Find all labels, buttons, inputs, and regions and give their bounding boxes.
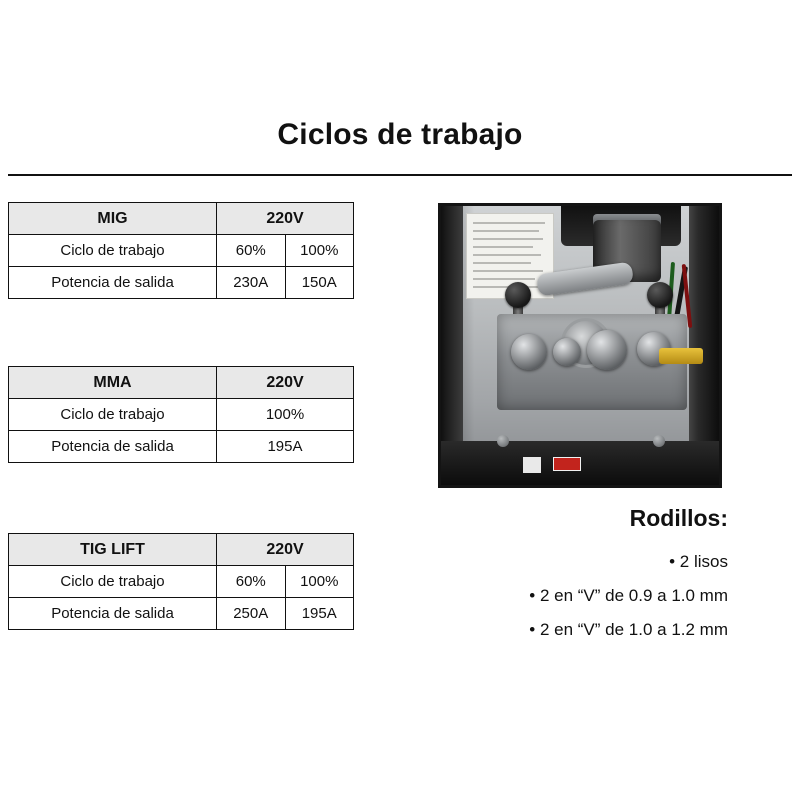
- table-header-mode: TIG LIFT: [9, 534, 217, 566]
- row-value: 100%: [285, 235, 354, 267]
- photo-screw: [653, 435, 665, 447]
- rodillos-heading: Rodillos:: [629, 505, 728, 531]
- row-value: 100%: [285, 566, 354, 598]
- row-value: 60%: [217, 235, 286, 267]
- table-row: [9, 598, 354, 630]
- row-value: 195A: [285, 598, 354, 630]
- photo-roller: [511, 334, 547, 370]
- list-item: • 2 en “V” de 0.9 a 1.0 mm: [529, 586, 728, 605]
- row-label: Ciclo de trabajo: [9, 235, 217, 267]
- row-value: 100%: [217, 399, 354, 431]
- table-row: [9, 203, 354, 235]
- row-label: Potencia de salida: [9, 431, 217, 463]
- table-mma: [8, 366, 354, 463]
- row-value: 60%: [217, 566, 286, 598]
- photo-tension-knob-right: [647, 282, 673, 308]
- page-title: Ciclos de trabajo: [277, 118, 523, 151]
- table-row: [9, 367, 354, 399]
- table-header-voltage: 220V: [217, 367, 354, 399]
- row-label: Potencia de salida: [9, 267, 217, 299]
- row-value: 230A: [217, 267, 286, 299]
- photo-tension-knob-left: [505, 282, 531, 308]
- row-value: 150A: [285, 267, 354, 299]
- row-label: Ciclo de trabajo: [9, 399, 217, 431]
- photo-yellow-connector: [659, 348, 703, 364]
- photo-roller: [587, 330, 627, 370]
- photo-roller: [553, 338, 581, 366]
- table-header-mode: MIG: [9, 203, 217, 235]
- row-label: Potencia de salida: [9, 598, 217, 630]
- photo-screw: [497, 435, 509, 447]
- table-row: [9, 235, 354, 267]
- photo-red-switch: [553, 457, 581, 471]
- photo-background: [441, 206, 719, 485]
- table-header-mode: MMA: [9, 367, 217, 399]
- table-header-voltage: 220V: [217, 534, 354, 566]
- table-row: [9, 566, 354, 598]
- table-row: [9, 267, 354, 299]
- row-value: 250A: [217, 598, 286, 630]
- table-mig: [8, 202, 354, 299]
- wire-feeder-photo: [438, 203, 722, 488]
- list-item: • 2 en “V” de 1.0 a 1.2 mm: [529, 620, 728, 639]
- rodillos-list: [420, 545, 728, 647]
- table-row: [9, 399, 354, 431]
- table-row: [9, 431, 354, 463]
- photo-white-connector: [523, 457, 541, 473]
- row-label: Ciclo de trabajo: [9, 566, 217, 598]
- table-row: [9, 534, 354, 566]
- row-value: 195A: [217, 431, 354, 463]
- title-divider: [8, 174, 792, 176]
- table-header-voltage: 220V: [217, 203, 354, 235]
- table-tig-lift: [8, 533, 354, 630]
- list-item: • 2 lisos: [669, 552, 728, 571]
